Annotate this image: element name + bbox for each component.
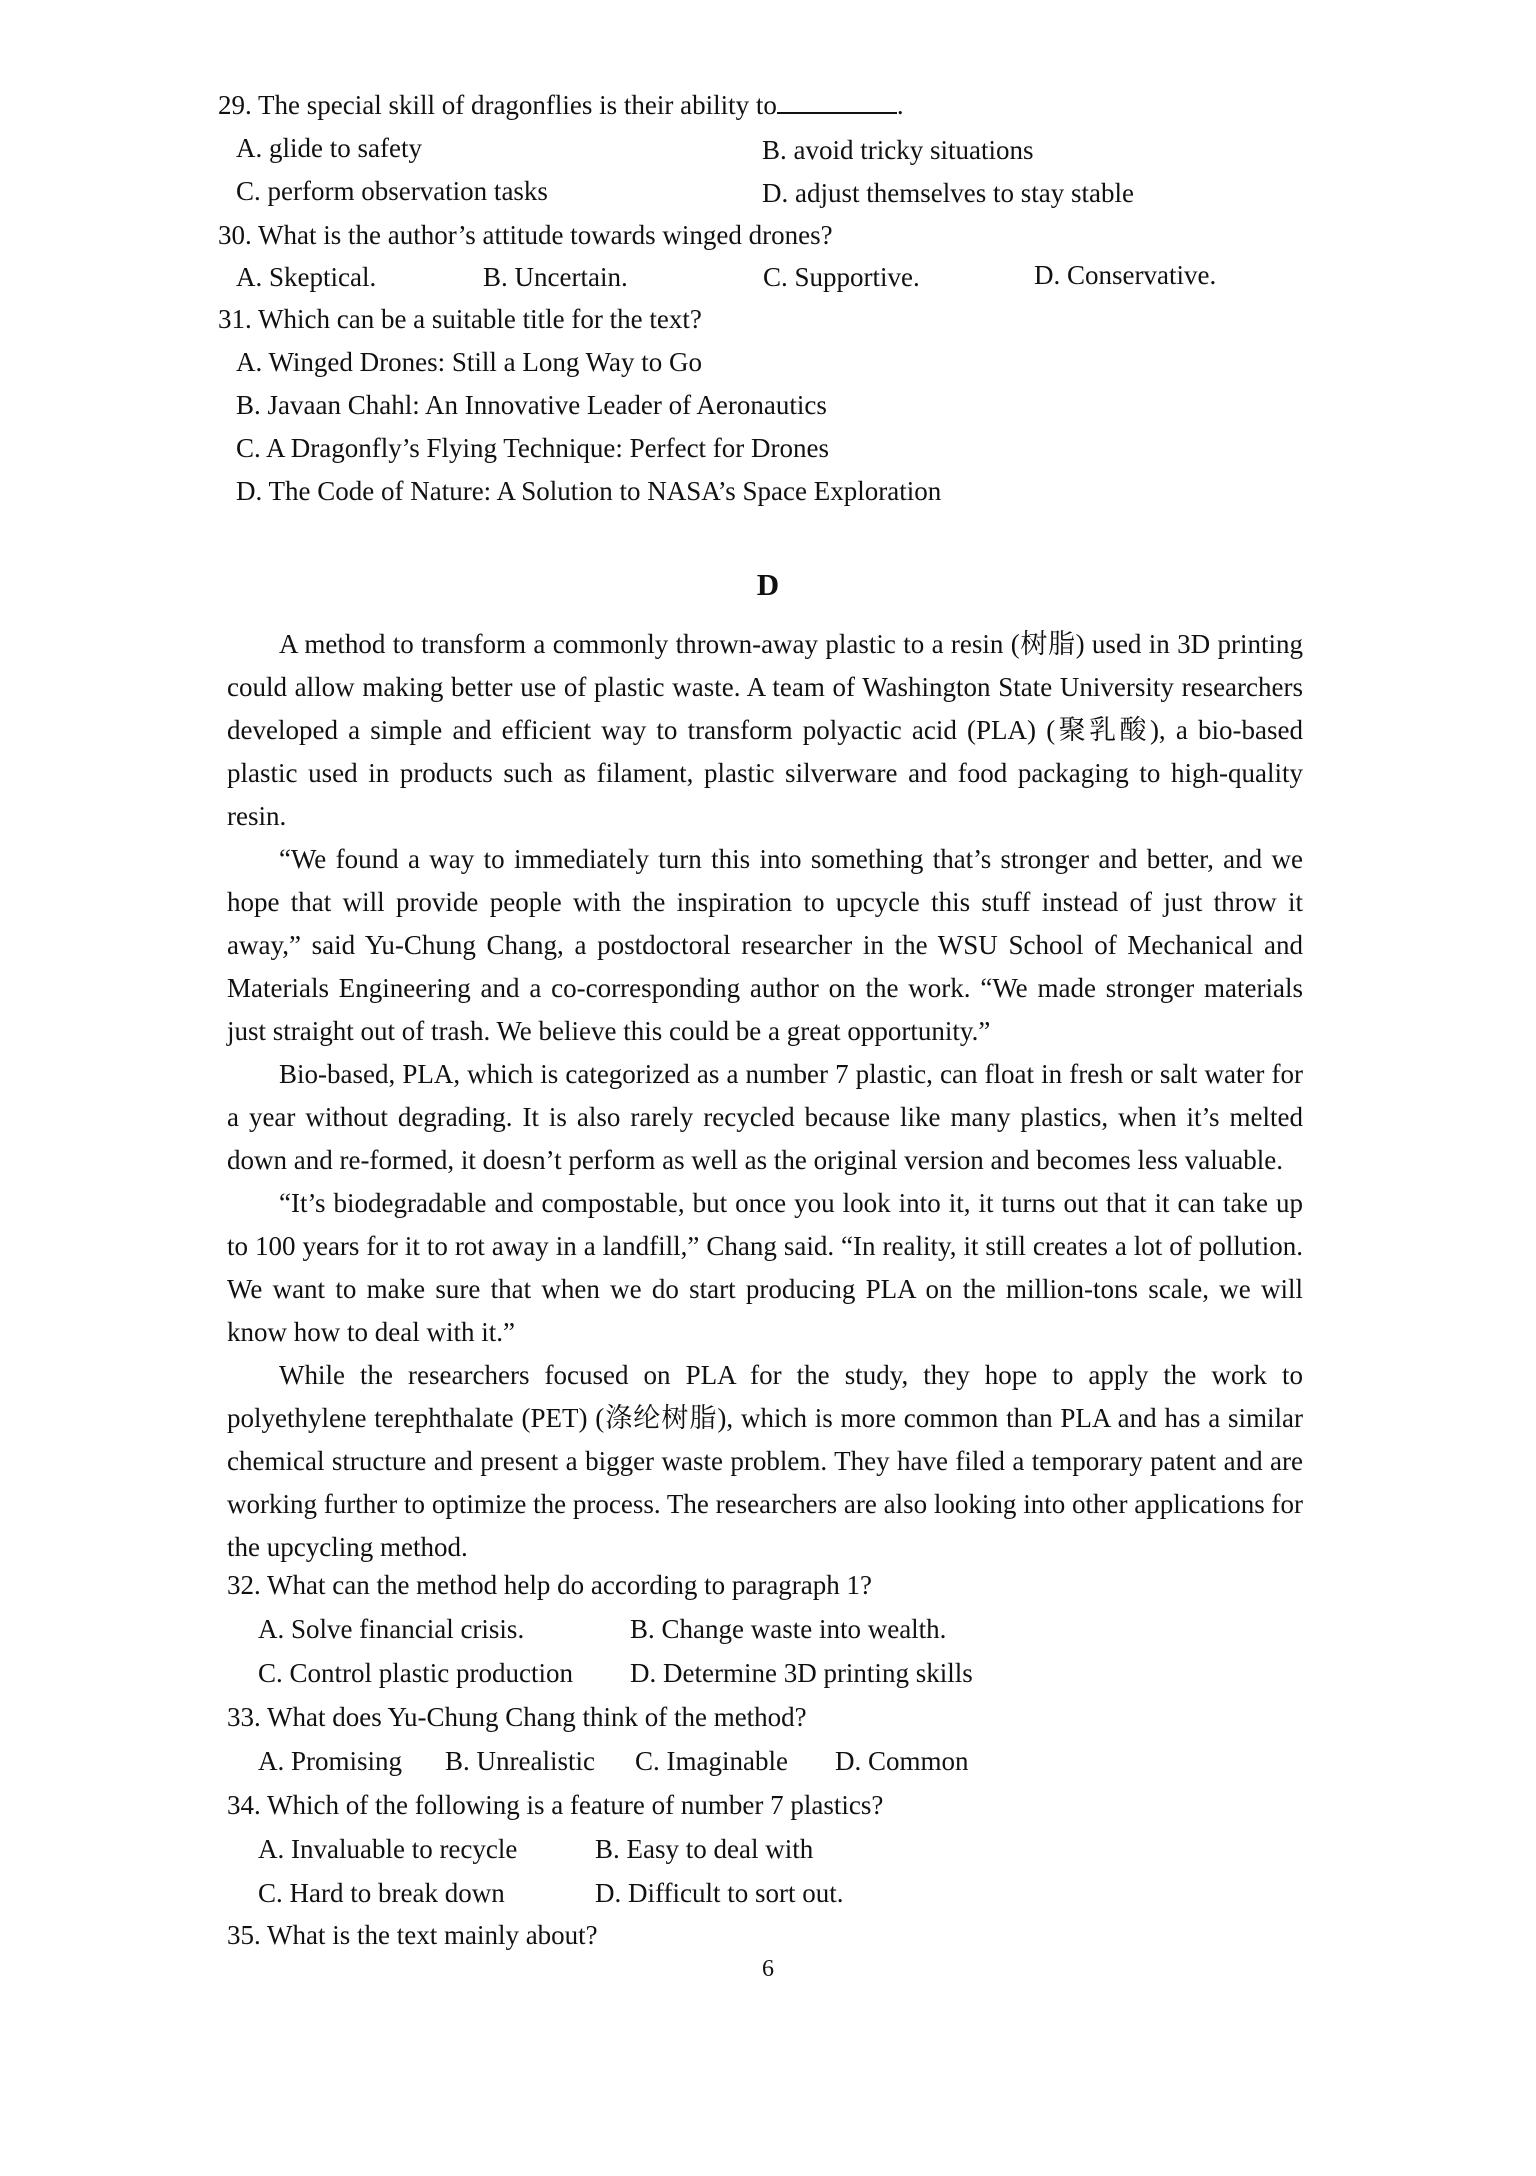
q32-option-d: D. Determine 3D printing skills (630, 1658, 973, 1688)
passage-paragraph-3: Bio-based, PLA, which is categorized as a number 7 plastic, can float in fresh or salt water for a year without degrading. It is also rarely recycled because like many plastics, when it’s melted down and re-formed, it doesn’t perform as well as the original version and becomes less valuable. (227, 1059, 1303, 1175)
question-35-stem: 35. What is the text mainly about? (227, 1920, 598, 1950)
q31-option-d: D. The Code of Nature: A Solution to NASA’s Space Exploration (236, 476, 942, 506)
q32-option-c: C. Control plastic production (258, 1658, 573, 1688)
q29-option-d: D. adjust themselves to stay stable (762, 178, 1134, 208)
passage-paragraph-4: “It’s biodegradable and compostable, but once you look into it, it turns out that it can take up to 100 years for it to rot away in a landfill,” Chang said. “In reality, it still creates a lot of pollution. We want to make sure that when we do start producing PLA on the million-tons scale, we will know how to deal with it.” (227, 1188, 1303, 1347)
question-29-stem (218, 90, 904, 121)
q33-option-b: B. Unrealistic (445, 1746, 595, 1776)
question-34-stem: 34. Which of the following is a feature of number 7 plastics? (227, 1790, 884, 1820)
q30-option-a: A. Skeptical. (236, 262, 377, 292)
q32-option-a: A. Solve financial crisis. (258, 1614, 525, 1644)
q33-option-d: D. Common (835, 1746, 969, 1776)
q31-option-c: C. A Dragonfly’s Flying Technique: Perfect for Drones (236, 433, 830, 463)
q34-option-a: A. Invaluable to recycle (258, 1834, 518, 1864)
question-29-text: 29. The special skill of dragonflies is their ability to (218, 90, 777, 120)
question-31-stem: 31. Which can be a suitable title for the text? (218, 304, 702, 334)
question-30-stem: 30. What is the author’s attitude towards winged drones? (218, 220, 833, 250)
question-29-end: . (896, 90, 904, 120)
q29-option-b: B. avoid tricky situations (762, 135, 1034, 165)
q30-option-b: B. Uncertain. (483, 262, 628, 292)
passage-paragraph-1: A method to transform a commonly thrown-away plastic to a resin (树脂) used in 3D printing could allow making better use of plastic waste. A team of Washington State University researchers developed a simple and efficient way to transform polyactic acid (PLA) (聚乳酸), a bio-based plastic used in products such as filament, plastic silverware and food packaging to high-quality resin. (227, 629, 1303, 831)
q29-option-a: A. glide to safety (236, 133, 422, 163)
passage-paragraph-5: While the researchers focused on PLA for the study, they hope to apply the work to polyethylene terephthalate (PET) (涤纶树脂), which is more common than PLA and has a similar chemical structure and present a bigger waste problem. They have filed a temporary patent and are working further to optimize the process. The researchers are also looking into other applications for the upcycling method. (227, 1360, 1303, 1562)
section-title: D (756, 567, 780, 602)
answer-blank (777, 90, 897, 114)
question-32-stem: 32. What can the method help do according to paragraph 1? (227, 1570, 873, 1600)
q30-option-c: C. Supportive. (763, 262, 920, 292)
q31-option-a: A. Winged Drones: Still a Long Way to Go (236, 347, 702, 377)
q29-option-c: C. perform observation tasks (236, 176, 548, 206)
q30-option-d: D. Conservative. (1034, 260, 1217, 290)
q34-option-c: C. Hard to break down (258, 1878, 505, 1908)
q34-option-d: D. Difficult to sort out. (595, 1878, 844, 1908)
passage (227, 623, 1303, 1569)
q34-option-b: B. Easy to deal with (595, 1834, 814, 1864)
passage-paragraph-2: “We found a way to immediately turn this into something that’s stronger and better, and we hope that will provide people with the inspiration to upcycle this stuff instead of just throw it away,” said Yu-Chung Chang, a postdoctoral researcher in the WSU School of Mechanical and Materials Engineering and a co-corresponding author on the work. “We made stronger materials just straight out of trash. We believe this could be a great opportunity.” (227, 844, 1303, 1046)
q31-option-b: B. Javaan Chahl: An Innovative Leader of Aeronautics (236, 390, 827, 420)
q32-option-b: B. Change waste into wealth. (630, 1614, 947, 1644)
page-number: 6 (762, 1956, 774, 1982)
q33-option-c: C. Imaginable (635, 1746, 788, 1776)
question-33-stem: 33. What does Yu-Chung Chang think of the method? (227, 1702, 807, 1732)
q33-option-a: A. Promising (258, 1746, 403, 1776)
